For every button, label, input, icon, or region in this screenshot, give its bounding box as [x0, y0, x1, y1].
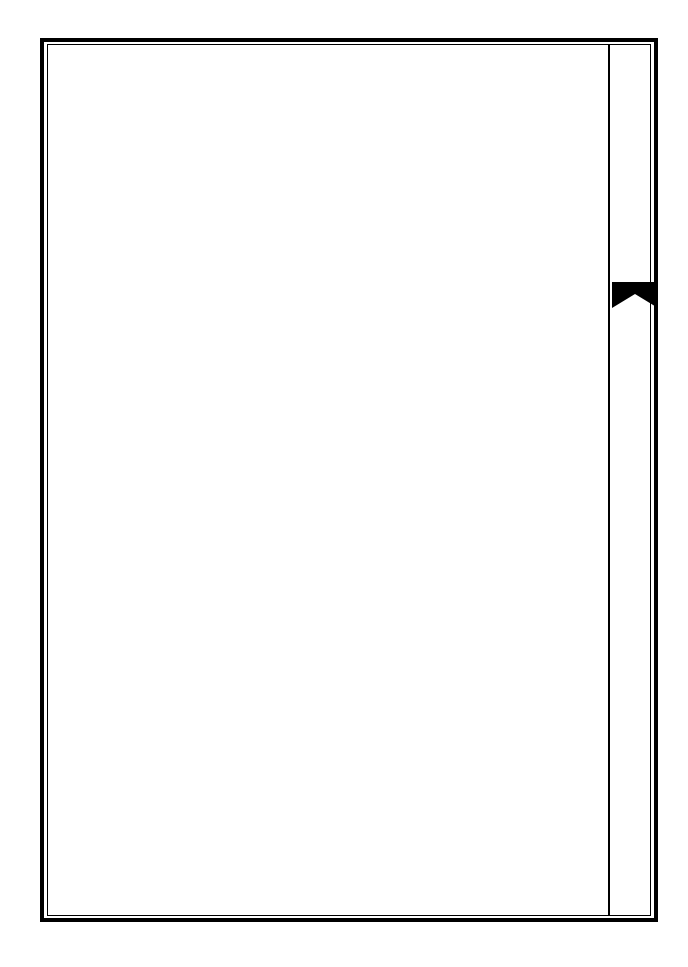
margin-divider [608, 44, 610, 916]
fish-tail-mark-icon [612, 282, 658, 308]
inner-border [47, 44, 651, 916]
